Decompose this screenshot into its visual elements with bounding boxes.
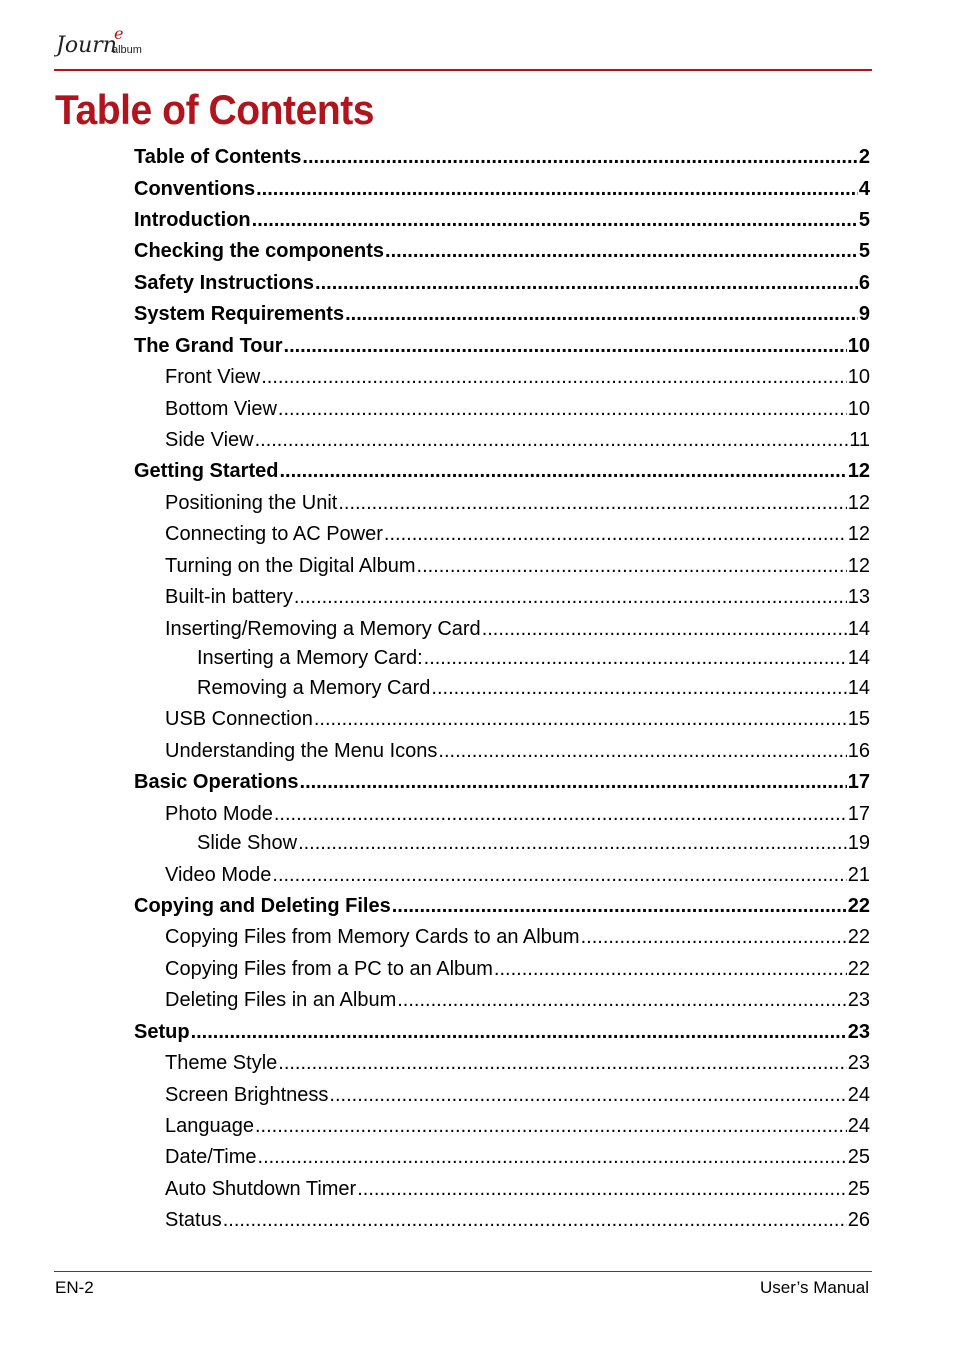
toc-entry-page: 14 bbox=[847, 647, 870, 669]
toc-entry[interactable] bbox=[134, 176, 870, 202]
toc-entry-title: Bottom View bbox=[165, 398, 277, 420]
toc-entry-page: 23 bbox=[847, 989, 870, 1011]
toc-entry[interactable] bbox=[134, 396, 870, 422]
toc-dot-leader bbox=[261, 364, 847, 390]
toc-entry-title: Auto Shutdown Timer bbox=[165, 1178, 357, 1200]
toc-entry-title: Date/Time bbox=[165, 1146, 257, 1168]
toc-entry-title: Language bbox=[165, 1115, 254, 1137]
toc-entry[interactable] bbox=[134, 801, 870, 827]
journe-album-logo bbox=[54, 22, 164, 62]
toc-entry-page: 19 bbox=[847, 832, 870, 854]
toc-entry[interactable] bbox=[134, 956, 870, 982]
toc-dot-leader bbox=[338, 490, 846, 516]
toc-entry-title: Table of Contents bbox=[134, 146, 302, 168]
toc-dot-leader bbox=[272, 862, 846, 888]
toc-dot-leader bbox=[278, 1050, 846, 1076]
toc-dot-leader bbox=[256, 176, 858, 202]
header-rule bbox=[54, 69, 872, 71]
toc-entry-page: 23 bbox=[847, 1021, 870, 1043]
toc-entry[interactable] bbox=[134, 207, 870, 233]
toc-entry-title: USB Connection bbox=[165, 708, 313, 730]
toc-dot-leader bbox=[438, 738, 846, 764]
toc-entry[interactable] bbox=[134, 1207, 870, 1233]
toc-entry-title: Status bbox=[165, 1209, 222, 1231]
toc-entry[interactable] bbox=[134, 301, 870, 327]
toc-entry-title: Connecting to AC Power bbox=[165, 523, 383, 545]
toc-entry-title: Checking the components bbox=[134, 240, 385, 262]
toc-dot-leader bbox=[384, 521, 847, 547]
toc-entry-page: 10 bbox=[847, 366, 870, 388]
toc-entry-title: Understanding the Menu Icons bbox=[165, 740, 438, 762]
toc-entry-title: Deleting Files in an Album bbox=[165, 989, 397, 1011]
toc-dot-leader bbox=[424, 645, 847, 671]
toc-dot-leader bbox=[298, 830, 847, 856]
toc-entry[interactable] bbox=[134, 675, 870, 701]
toc-entry-page: 12 bbox=[847, 555, 870, 577]
toc-entry-page: 23 bbox=[847, 1052, 870, 1074]
toc-entry-title: Conventions bbox=[134, 178, 256, 200]
toc-entry-title: Setup bbox=[134, 1021, 190, 1043]
toc-dot-leader bbox=[255, 1113, 847, 1139]
toc-entry[interactable] bbox=[134, 521, 870, 547]
page-title: Table of Contents bbox=[55, 86, 375, 133]
toc-entry[interactable] bbox=[134, 364, 870, 390]
toc-entry[interactable] bbox=[134, 270, 870, 296]
toc-entry[interactable] bbox=[134, 616, 870, 642]
toc-dot-leader bbox=[315, 270, 858, 296]
toc-entry[interactable] bbox=[134, 645, 870, 671]
toc-dot-leader bbox=[392, 893, 847, 919]
toc-dot-leader bbox=[494, 956, 847, 982]
toc-entry[interactable] bbox=[134, 738, 870, 764]
logo-script-text: Journ bbox=[56, 33, 117, 58]
toc-entry[interactable] bbox=[134, 584, 870, 610]
toc-entry-title: Photo Mode bbox=[165, 803, 273, 825]
toc-dot-leader bbox=[284, 333, 847, 359]
toc-entry-page: 5 bbox=[858, 209, 870, 231]
toc-dot-leader bbox=[274, 801, 847, 827]
toc-entry-title: Side View bbox=[165, 429, 254, 451]
toc-entry[interactable] bbox=[134, 862, 870, 888]
toc-entry-page: 11 bbox=[849, 429, 870, 451]
toc-entry[interactable] bbox=[134, 1144, 870, 1170]
toc-entry[interactable] bbox=[134, 1050, 870, 1076]
toc-entry[interactable] bbox=[134, 1082, 870, 1108]
toc-entry-title: Inserting/Removing a Memory Card bbox=[165, 618, 481, 640]
footer-rule bbox=[54, 1271, 872, 1272]
toc-entry-page: 24 bbox=[847, 1115, 870, 1137]
toc-entry-page: 13 bbox=[847, 586, 870, 608]
toc-entry-title: Getting Started bbox=[134, 460, 279, 482]
toc-entry-title: Turning on the Digital Album bbox=[165, 555, 416, 577]
toc-entry[interactable] bbox=[134, 333, 870, 359]
toc-dot-leader bbox=[357, 1176, 847, 1202]
toc-dot-leader bbox=[258, 1144, 847, 1170]
toc-entry-title: Copying and Deleting Files bbox=[134, 895, 391, 917]
toc-dot-leader bbox=[252, 207, 858, 233]
toc-entry-title: Video Mode bbox=[165, 864, 272, 886]
toc-entry-page: 2 bbox=[858, 146, 870, 168]
toc-dot-leader bbox=[397, 987, 847, 1013]
toc-entry[interactable] bbox=[134, 706, 870, 732]
toc-entry-title: Removing a Memory Card bbox=[197, 677, 431, 699]
toc-entry-page: 4 bbox=[858, 178, 870, 200]
toc-entry[interactable] bbox=[134, 1176, 870, 1202]
toc-entry-page: 5 bbox=[858, 240, 870, 262]
toc-dot-leader bbox=[314, 706, 847, 732]
logo-script-e: e bbox=[114, 24, 124, 43]
toc-dot-leader bbox=[302, 144, 857, 170]
toc-entry[interactable] bbox=[134, 490, 870, 516]
footer-page-number: EN-2 bbox=[55, 1278, 94, 1297]
toc-entry-page: 22 bbox=[847, 926, 870, 948]
toc-entry-page: 10 bbox=[847, 335, 870, 357]
toc-entry[interactable] bbox=[134, 553, 870, 579]
toc-entry[interactable] bbox=[134, 893, 870, 919]
toc-entry-page: 14 bbox=[847, 618, 870, 640]
toc-entry-page: 26 bbox=[847, 1209, 870, 1231]
toc-entry-title: Introduction bbox=[134, 209, 251, 231]
toc-entry-title: Theme Style bbox=[165, 1052, 278, 1074]
toc-entry-title: The Grand Tour bbox=[134, 335, 283, 357]
toc-entry-page: 14 bbox=[847, 677, 870, 699]
toc-entry[interactable] bbox=[134, 769, 870, 795]
toc-entry-title: Positioning the Unit bbox=[165, 492, 338, 514]
toc-dot-leader bbox=[385, 238, 858, 264]
toc-entry-title: Basic Operations bbox=[134, 771, 299, 793]
toc-entry-page: 25 bbox=[847, 1178, 870, 1200]
toc-entry-title: Slide Show bbox=[197, 832, 298, 854]
toc-dot-leader bbox=[279, 458, 846, 484]
toc-entry-page: 12 bbox=[847, 523, 870, 545]
toc-dot-leader bbox=[191, 1019, 847, 1045]
toc-entry-title: System Requirements bbox=[134, 303, 345, 325]
toc-entry-title: Copying Files from Memory Cards to an Album bbox=[165, 926, 580, 948]
toc-dot-leader bbox=[223, 1207, 847, 1233]
toc-entry-title: Screen Brightness bbox=[165, 1084, 329, 1106]
toc-entry[interactable] bbox=[134, 458, 870, 484]
toc-dot-leader bbox=[278, 396, 847, 422]
toc-entry-page: 25 bbox=[847, 1146, 870, 1168]
toc-entry-title: Safety Instructions bbox=[134, 272, 315, 294]
toc-entry-page: 22 bbox=[847, 895, 870, 917]
toc-dot-leader bbox=[329, 1082, 846, 1108]
toc-dot-leader bbox=[294, 584, 847, 610]
toc-entry-page: 6 bbox=[858, 272, 870, 294]
toc-entry-page: 9 bbox=[858, 303, 870, 325]
toc-entry-page: 24 bbox=[847, 1084, 870, 1106]
toc-entry-page: 12 bbox=[847, 460, 870, 482]
toc-entry[interactable] bbox=[134, 427, 870, 453]
footer-manual-label: User’s Manual bbox=[760, 1278, 869, 1297]
toc-dot-leader bbox=[300, 769, 847, 795]
toc-entry-page: 22 bbox=[847, 958, 870, 980]
toc-entry-title: Front View bbox=[165, 366, 261, 388]
toc-dot-leader bbox=[581, 924, 847, 950]
toc-dot-leader bbox=[345, 301, 858, 327]
toc-entry-title: Copying Files from a PC to an Album bbox=[165, 958, 493, 980]
toc-entry-page: 21 bbox=[847, 864, 870, 886]
toc-entry-title: Inserting a Memory Card: bbox=[197, 647, 423, 669]
toc-dot-leader bbox=[431, 675, 846, 701]
toc-dot-leader bbox=[482, 616, 847, 642]
toc-entry[interactable] bbox=[134, 144, 870, 170]
toc-entry-page: 16 bbox=[847, 740, 870, 762]
toc-entry-page: 10 bbox=[847, 398, 870, 420]
toc-dot-leader bbox=[255, 427, 849, 453]
toc-entry-title: Built-in battery bbox=[165, 586, 293, 608]
toc-entry[interactable] bbox=[134, 924, 870, 950]
toc-entry[interactable] bbox=[134, 238, 870, 264]
toc-entry[interactable] bbox=[134, 1019, 870, 1045]
toc-dot-leader bbox=[417, 553, 847, 579]
toc-entry[interactable] bbox=[134, 1113, 870, 1139]
logo-album-text: album bbox=[112, 44, 142, 56]
toc-entry-page: 17 bbox=[847, 771, 870, 793]
toc-entry-page: 12 bbox=[847, 492, 870, 514]
toc-entry[interactable] bbox=[134, 987, 870, 1013]
toc-entry-page: 15 bbox=[847, 708, 870, 730]
toc-entry[interactable] bbox=[134, 830, 870, 856]
toc-entry-page: 17 bbox=[847, 803, 870, 825]
